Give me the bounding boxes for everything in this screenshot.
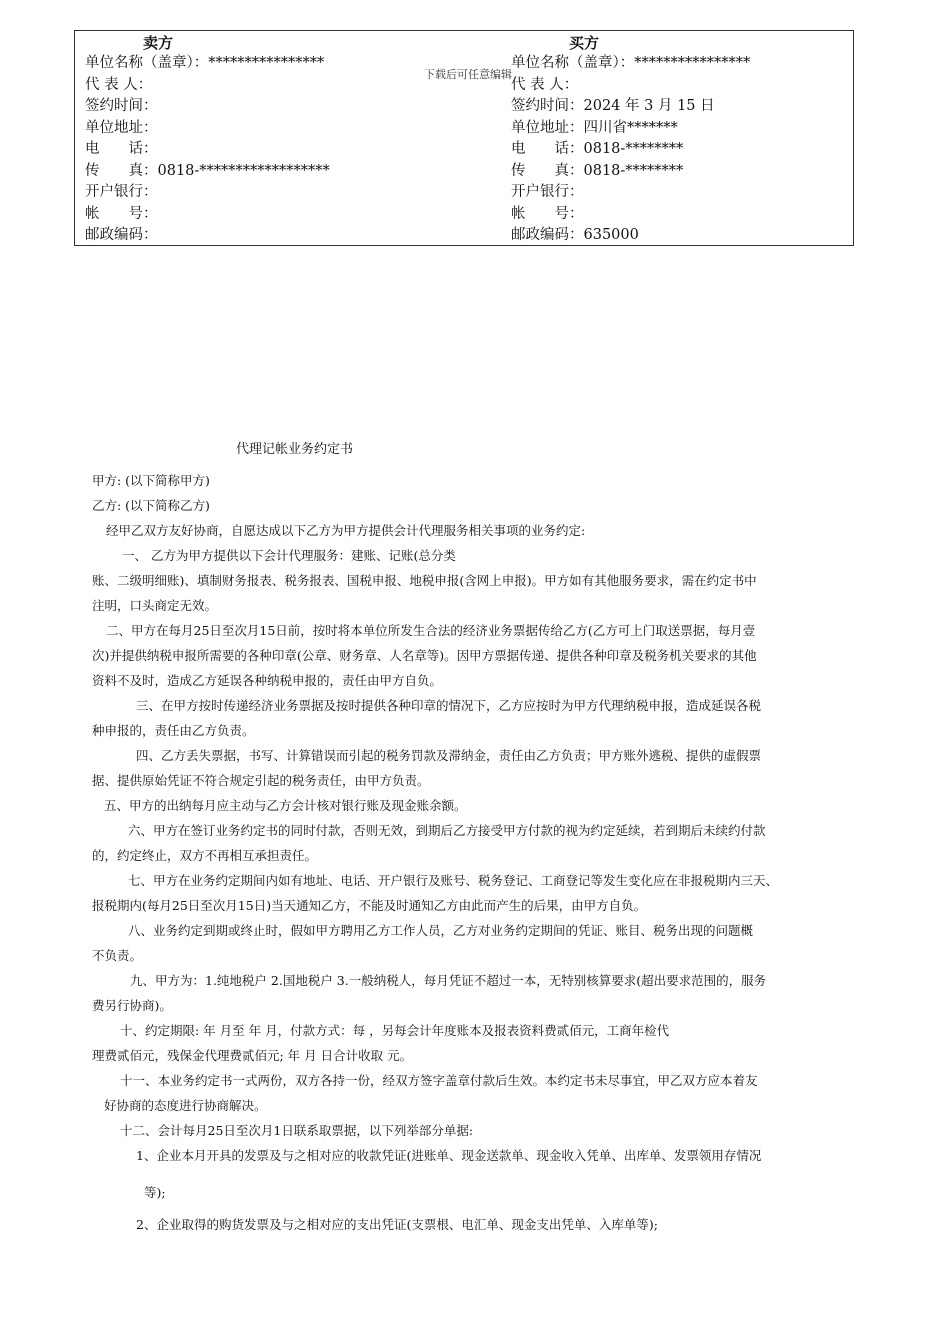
clause-12-item-1-line-1: 1、企业本月开具的发票及与之相对应的收款凭证(进账单、现金送款单、现金收入凭单、出库单、发票领用存情况	[136, 1148, 762, 1163]
buyer-sign-date: 签约时间：2024 年 3 月 15 日	[511, 98, 715, 114]
clause-4-line-1: 四、乙方丢失票据，书写、计算错误而引起的税务罚款及滞纳金，责任由乙方负责；甲方账外逃税、提供的虚假票	[136, 748, 762, 763]
clause-10-line-1: 十、约定期限: 年 月至 年 月，付款方式：每 ，另每会计年度账本及报表资料费贰佰元，工商年检代	[120, 1023, 670, 1038]
clause-2-line-1: 二、甲方在每月25日至次月15日前，按时将本单位所发生合法的经济业务票据传给乙方(乙方可上门取送票据，每月壹	[106, 623, 756, 638]
seller-column	[85, 31, 505, 247]
buyer-representative: 代 表 人：	[511, 76, 579, 93]
clause-12-item-1-line-2: 等);	[144, 1185, 166, 1200]
seller-unit-name: 单位名称（盖章）：****************	[85, 55, 325, 71]
buyer-unit-name: 单位名称（盖章）：****************	[511, 55, 751, 71]
buyer-heading: 买方	[569, 34, 600, 52]
clause-9-line-1: 九、甲方为：1.纯地税户 2.国地税户 3.一般纳税人，每月凭证不超过一本，无特别核算要求(超出要求范围的，服务	[130, 973, 767, 988]
party-info-table	[74, 30, 854, 246]
seller-representative: 代 表 人：	[85, 76, 153, 93]
seller-heading: 卖方	[143, 34, 174, 52]
clause-11-line-1: 十一、本业务约定书一式两份，双方各持一份，经双方签字盖章付款后生效。本约定书未尽事宜，甲乙双方应本着友	[120, 1073, 758, 1088]
seller-address: 单位地址：	[85, 119, 158, 136]
buyer-phone: 电 话：0818-********	[511, 141, 684, 157]
clause-10-line-2: 理费贰佰元，残保金代理费贰佰元; 年 月 日合计收取 元。	[92, 1048, 413, 1063]
clause-8-line-2: 不负责。	[92, 948, 143, 963]
seller-account: 帐 号：	[85, 205, 158, 222]
buyer-address: 单位地址：四川省*******	[511, 119, 678, 136]
clause-3-line-2: 种申报的，责任由乙方负责。	[92, 723, 255, 738]
clause-9-line-2: 费另行协商)。	[92, 998, 172, 1013]
clause-5: 五、甲方的出纳每月应主动与乙方会计核对银行账及现金账余额。	[104, 798, 467, 813]
clause-6-line-2: 的，约定终止，双方不再相互承担责任。	[92, 848, 318, 863]
clause-2-line-3: 资料不及时，造成乙方延误各种纳税申报的，责任由甲方自负。	[92, 673, 443, 688]
clause-7-line-2: 报税期内(每月25日至次月15日)当天通知乙方，不能及时通知乙方由此而产生的后果，由甲方自负。	[92, 898, 647, 913]
seller-fax: 传 真：0818-******************	[85, 162, 330, 179]
clause-11-line-2: 好协商的态度进行协商解决。	[104, 1098, 267, 1113]
clause-2-line-2: 次)并提供纳税申报所需要的各种印章(公章、财务章、人名章等)。因甲方票据传递、提供各种印章及税务机关要求的其他	[92, 648, 757, 663]
document-title: 代理记帐业务约定书	[236, 442, 354, 457]
party-b-line: 乙方: (以下简称乙方)	[92, 498, 210, 513]
clause-1-line-3: 注明，口头商定无效。	[92, 598, 218, 613]
clause-1-line-2: 账、二级明细账)、填制财务报表、税务报表、国税申报、地税申报(含网上申报)。甲方如有其他服务要求，需在约定书中	[92, 573, 757, 588]
edit-watermark: 下载后可任意编辑	[424, 68, 512, 81]
buyer-account: 帐 号：	[511, 205, 584, 222]
buyer-column	[511, 31, 851, 247]
clause-6-line-1: 六、甲方在签订业务约定书的同时付款，否则无效，到期后乙方接受甲方付款的视为约定延续，若到期后未续约付款	[128, 823, 766, 838]
buyer-bank: 开户银行：	[511, 184, 584, 200]
seller-sign-date: 签约时间：	[85, 98, 158, 114]
clause-8-line-1: 八、业务约定到期或终止时，假如甲方聘用乙方工作人员，乙方对业务约定期间的凭证、账目、税务出现的问题概	[128, 923, 754, 938]
seller-bank: 开户银行：	[85, 184, 158, 200]
clause-7-line-1: 七、甲方在业务约定期间内如有地址、电话、开户银行及账号、税务登记、工商登记等发生变化应在非报税期内三天、	[128, 873, 779, 888]
intro-paragraph: 经甲乙双方友好协商，自愿达成以下乙方为甲方提供会计代理服务相关事项的业务约定:	[106, 523, 586, 538]
clause-12-item-2: 2、企业取得的购货发票及与之相对应的支出凭证(支票根、电汇单、现金支出凭单、入库单等);	[136, 1217, 658, 1232]
seller-postcode: 邮政编码：	[85, 227, 158, 243]
clause-12-heading: 十二、会计每月25日至次月1日联系取票据，以下列举部分单据:	[120, 1123, 474, 1138]
clause-3-line-1: 三、在甲方按时传递经济业务票据及按时提供各种印章的情况下，乙方应按时为甲方代理纳税申报，造成延误各税	[136, 698, 762, 713]
clause-1-line-1: 一、 乙方为甲方提供以下会计代理服务：建账、记账(总分类	[122, 548, 456, 563]
buyer-fax: 传 真：0818-********	[511, 162, 684, 179]
seller-phone: 电 话：	[85, 141, 158, 157]
party-a-line: 甲方: (以下简称甲方)	[92, 473, 210, 488]
clause-4-line-2: 据、提供原始凭证不符合规定引起的税务责任，由甲方负责。	[92, 773, 430, 788]
buyer-postcode: 邮政编码：635000	[511, 227, 639, 243]
